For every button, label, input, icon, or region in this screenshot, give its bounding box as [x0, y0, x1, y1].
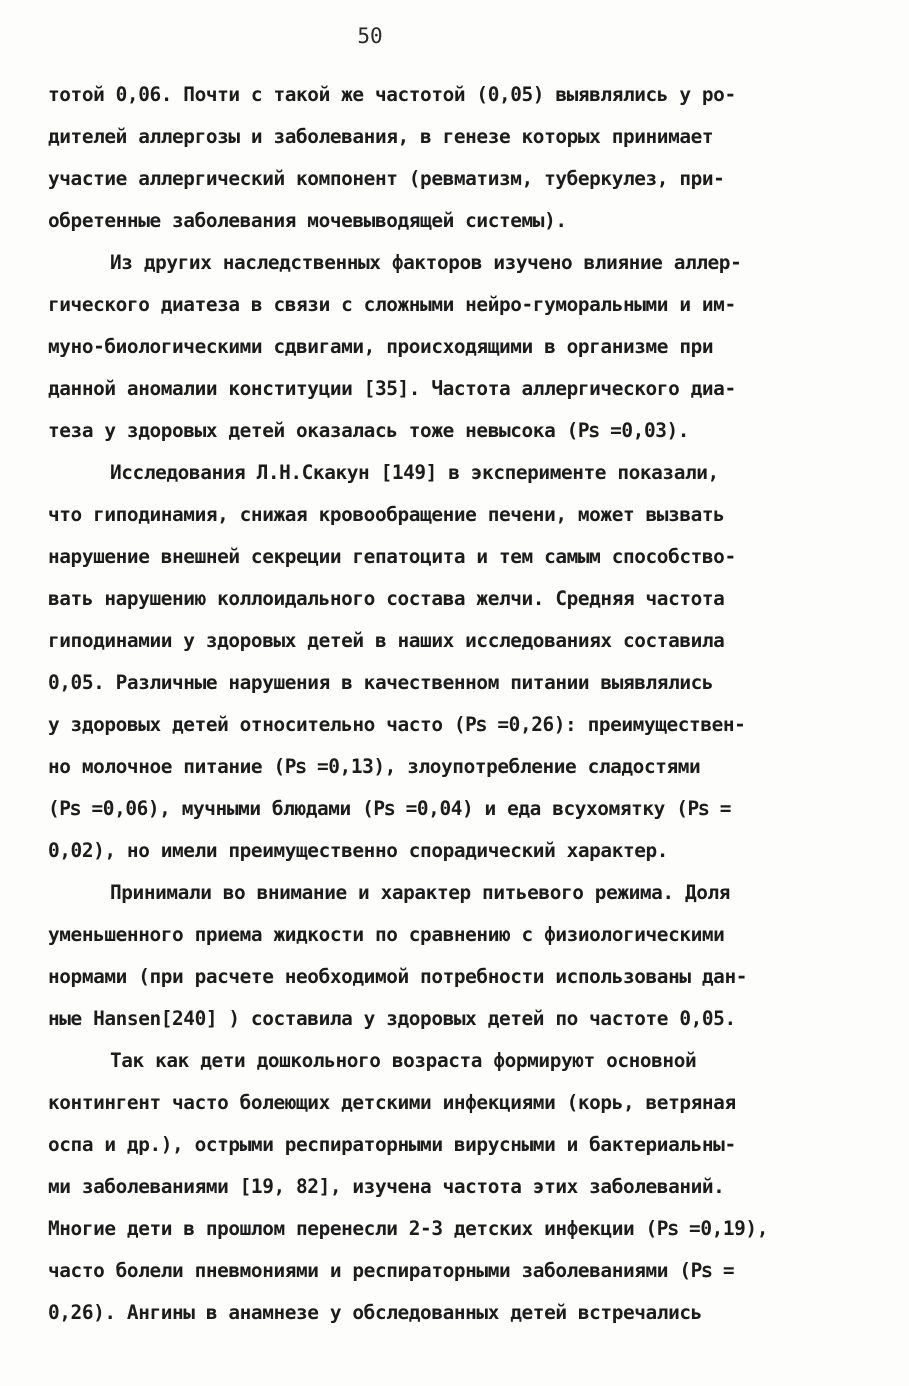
paragraph-start-line: Из других наследственных факторов изучено влияние аллер-: [110, 251, 742, 274]
paragraph-start-line: Исследования Л.Н.Скакун [149] в эксперименте показали,: [110, 461, 719, 484]
body-text: [48, 74, 838, 1334]
text-line: 0,05. Различные нарушения в качественном питании выявлялись: [48, 671, 714, 694]
text-line: что гиподинамия, снижая кровообращение печени, может вызвать: [48, 503, 725, 526]
text-line: 0,02), но имели преимущественно спорадический характер.: [48, 839, 669, 862]
page-number: 50: [357, 24, 383, 48]
text-line: у здоровых детей относительно часто (Pꜱ =0,26): преимуществен-: [48, 713, 746, 736]
paragraph-start-line: Принимали во внимание и характер питьевого режима. Доля: [110, 881, 731, 904]
text-line: дителей аллергозы и заболевания, в генезе которых принимает: [48, 125, 714, 148]
text-line: данной аномалии конституции [35]. Частота аллергического диа-: [48, 377, 736, 400]
paragraph-start-line: Так как дети дошкольного возраста формируют основной: [110, 1049, 697, 1072]
text-line: оспа и др.), острыми респираторными вирусными и бактериальны-: [48, 1133, 736, 1156]
text-line: вать нарушению коллоидального состава желчи. Средняя частота: [48, 587, 725, 610]
text-line: гиподинамии у здоровых детей в наших исследованиях составила: [48, 629, 725, 652]
text-line: часто болели пневмониями и респираторными заболеваниями (Pꜱ =: [48, 1259, 735, 1282]
text-line: тотой 0,06. Почти с такой же частотой (0,05) выявлялись у ро-: [48, 83, 736, 106]
text-line: (Pꜱ =0,06), мучными блюдами (Pꜱ =0,04) и еда всухомятку (Pꜱ =: [48, 797, 732, 820]
text-line: гического диатеза в связи с сложными нейро-гуморальными и им-: [48, 293, 736, 316]
text-line: контингент часто болеющих детскими инфекциями (корь, ветряная: [48, 1091, 736, 1114]
text-line: но молочное питание (Pꜱ =0,13), злоупотребление сладостями: [48, 755, 701, 778]
text-line: Многие дети в прошлом перенесли 2-3 детских инфекции (Pꜱ =0,19),: [48, 1217, 768, 1240]
text-line: ми заболеваниями [19, 82], изучена частота этих заболеваний.: [48, 1175, 725, 1198]
text-line: теза у здоровых детей оказалась тоже невысока (Pꜱ =0,03).: [48, 419, 690, 442]
text-line: обретенные заболевания мочевыводящей системы).: [48, 209, 567, 232]
text-line: уменьшенного приема жидкости по сравнению с физиологическими: [48, 923, 725, 946]
text-line: 0,26). Ангины в анамнезе у обследованных детей встречались: [48, 1301, 702, 1324]
text-line: муно-биологическими сдвигами, происходящими в организме при: [48, 335, 714, 358]
text-line: нарушение внешней секреции гепатоцита и тем самым способство-: [48, 545, 736, 568]
text-line: ные Hansen[240] ) составила у здоровых детей по частоте 0,05.: [48, 1007, 736, 1030]
text-line: участие аллергический компонент (ревматизм, туберкулез, при-: [48, 167, 725, 190]
text-line: нормами (при расчете необходимой потребности использованы дан-: [48, 965, 747, 988]
